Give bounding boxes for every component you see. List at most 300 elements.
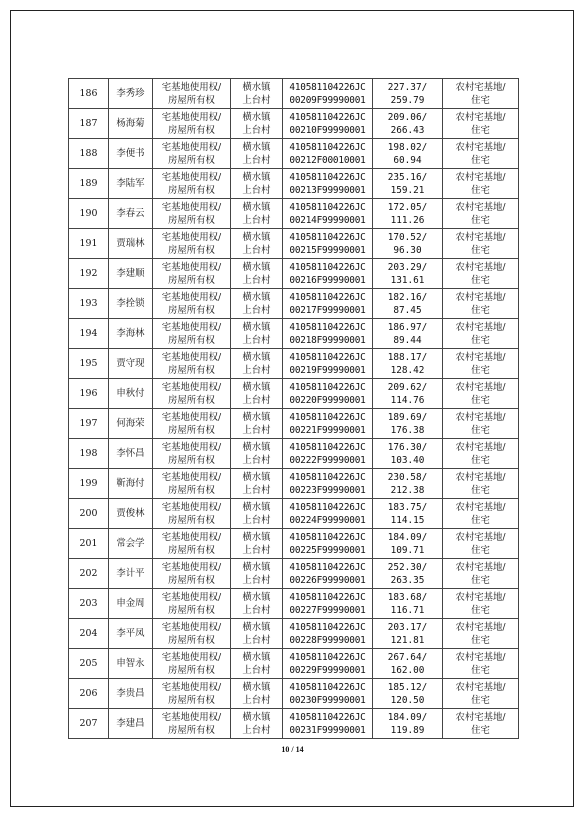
- land-use-cell: [443, 679, 519, 709]
- right-type-line: 宅基地使用权/: [161, 651, 222, 663]
- location-line: 横水镇: [242, 621, 271, 633]
- location-line: 上台村: [242, 394, 271, 406]
- location-cell: [231, 529, 283, 559]
- table-row: [69, 139, 519, 169]
- location-line: 横水镇: [242, 231, 271, 243]
- owner-name-cell: 李怀昌: [109, 439, 153, 469]
- table-row: [69, 79, 519, 109]
- land-use-line: 住宅: [471, 604, 490, 616]
- right-type-line: 宅基地使用权/: [161, 351, 222, 363]
- area-line: 162.00: [390, 664, 425, 676]
- owner-name-cell: 李陆军: [109, 169, 153, 199]
- parcel-code-line: 410581104226JC: [289, 621, 366, 633]
- parcel-code-line: 00228F99990001: [289, 634, 366, 646]
- area-cell: [373, 709, 443, 739]
- location-line: 横水镇: [242, 501, 271, 513]
- right-type-line: 房屋所有权: [168, 274, 215, 286]
- right-type-cell: [153, 559, 231, 589]
- owner-name-cell: 李秀珍: [109, 79, 153, 109]
- parcel-code-line: 00210F99990001: [289, 124, 366, 136]
- table-row: [69, 439, 519, 469]
- location-line: 横水镇: [242, 381, 271, 393]
- location-cell: [231, 469, 283, 499]
- area-line: 267.64/: [387, 651, 428, 663]
- row-number-cell: 194: [69, 319, 109, 349]
- row-number-cell: 187: [69, 109, 109, 139]
- land-use-line: 住宅: [471, 694, 490, 706]
- parcel-code-line: 00213F99990001: [289, 184, 366, 196]
- right-type-cell: [153, 409, 231, 439]
- location-cell: [231, 349, 283, 379]
- row-number-cell: 196: [69, 379, 109, 409]
- row-number-cell: 188: [69, 139, 109, 169]
- area-line: 114.76: [390, 394, 425, 406]
- area-cell: [373, 499, 443, 529]
- location-cell: [231, 619, 283, 649]
- location-line: 上台村: [242, 424, 271, 436]
- location-line: 上台村: [242, 574, 271, 586]
- parcel-code-line: 410581104226JC: [289, 261, 366, 273]
- area-cell: [373, 169, 443, 199]
- right-type-cell: [153, 169, 231, 199]
- land-use-cell: [443, 499, 519, 529]
- row-number-cell: 202: [69, 559, 109, 589]
- area-line: 60.94: [393, 154, 422, 166]
- area-line: 176.38: [390, 424, 425, 436]
- location-line: 上台村: [242, 184, 271, 196]
- land-use-cell: [443, 379, 519, 409]
- right-type-cell: [153, 439, 231, 469]
- location-line: 上台村: [242, 454, 271, 466]
- parcel-code-cell: [283, 469, 373, 499]
- area-line: 159.21: [390, 184, 425, 196]
- parcel-code-cell: [283, 679, 373, 709]
- location-line: 横水镇: [242, 411, 271, 423]
- location-line: 横水镇: [242, 651, 271, 663]
- land-use-cell: [443, 79, 519, 109]
- parcel-code-line: 00218F99990001: [289, 334, 366, 346]
- area-line: 252.30/: [387, 561, 428, 573]
- parcel-code-cell: [283, 379, 373, 409]
- location-line: 横水镇: [242, 471, 271, 483]
- location-line: 横水镇: [242, 531, 271, 543]
- table-row: [69, 229, 519, 259]
- location-line: 横水镇: [242, 441, 271, 453]
- area-line: 184.09/: [387, 711, 428, 723]
- area-line: 120.50: [390, 694, 425, 706]
- owner-name-cell: 李平凤: [109, 619, 153, 649]
- right-type-cell: [153, 379, 231, 409]
- right-type-line: 宅基地使用权/: [161, 141, 222, 153]
- land-use-line: 农村宅基地/: [455, 81, 506, 93]
- location-line: 横水镇: [242, 291, 271, 303]
- parcel-code-cell: [283, 559, 373, 589]
- parcel-code-line: 00215F99990001: [289, 244, 366, 256]
- area-line: 184.09/: [387, 531, 428, 543]
- area-cell: [373, 289, 443, 319]
- location-cell: [231, 499, 283, 529]
- table-row: [69, 409, 519, 439]
- area-line: 96.30: [393, 244, 422, 256]
- land-use-line: 住宅: [471, 634, 490, 646]
- area-line: 203.29/: [387, 261, 428, 273]
- owner-name-cell: 杨海菊: [109, 109, 153, 139]
- land-use-line: 住宅: [471, 124, 490, 136]
- location-cell: [231, 229, 283, 259]
- area-cell: [373, 259, 443, 289]
- area-line: 183.75/: [387, 501, 428, 513]
- parcel-code-line: 410581104226JC: [289, 141, 366, 153]
- table-row: [69, 319, 519, 349]
- parcel-code-cell: [283, 439, 373, 469]
- area-line: 87.45: [393, 304, 422, 316]
- parcel-code-line: 00216F99990001: [289, 274, 366, 286]
- parcel-code-line: 00226F99990001: [289, 574, 366, 586]
- right-type-line: 宅基地使用权/: [161, 201, 222, 213]
- area-line: 209.62/: [387, 381, 428, 393]
- area-line: 198.02/: [387, 141, 428, 153]
- parcel-code-line: 410581104226JC: [289, 291, 366, 303]
- location-cell: [231, 259, 283, 289]
- row-number-cell: 191: [69, 229, 109, 259]
- row-number-cell: 189: [69, 169, 109, 199]
- right-type-cell: [153, 619, 231, 649]
- parcel-code-line: 410581104226JC: [289, 411, 366, 423]
- land-use-cell: [443, 139, 519, 169]
- row-number-cell: 199: [69, 469, 109, 499]
- right-type-line: 宅基地使用权/: [161, 171, 222, 183]
- parcel-code-line: 410581104226JC: [289, 81, 366, 93]
- right-type-line: 房屋所有权: [168, 304, 215, 316]
- right-type-line: 房屋所有权: [168, 184, 215, 196]
- right-type-line: 房屋所有权: [168, 544, 215, 556]
- parcel-code-cell: [283, 259, 373, 289]
- right-type-cell: [153, 319, 231, 349]
- owner-name-cell: 贾守现: [109, 349, 153, 379]
- land-use-cell: [443, 709, 519, 739]
- land-use-cell: [443, 649, 519, 679]
- owner-name-cell: 常会学: [109, 529, 153, 559]
- right-type-line: 宅基地使用权/: [161, 561, 222, 573]
- location-cell: [231, 439, 283, 469]
- right-type-cell: [153, 109, 231, 139]
- location-line: 横水镇: [242, 351, 271, 363]
- table-row: [69, 169, 519, 199]
- row-number-cell: 205: [69, 649, 109, 679]
- land-use-line: 农村宅基地/: [455, 291, 506, 303]
- parcel-code-line: 410581104226JC: [289, 471, 366, 483]
- right-type-line: 宅基地使用权/: [161, 291, 222, 303]
- land-use-line: 农村宅基地/: [455, 591, 506, 603]
- table-row: [69, 379, 519, 409]
- parcel-code-cell: [283, 649, 373, 679]
- area-line: 209.06/: [387, 111, 428, 123]
- land-use-cell: [443, 409, 519, 439]
- owner-name-cell: 申秋付: [109, 379, 153, 409]
- location-cell: [231, 169, 283, 199]
- area-line: 185.12/: [387, 681, 428, 693]
- land-use-cell: [443, 619, 519, 649]
- location-cell: [231, 649, 283, 679]
- area-line: 172.05/: [387, 201, 428, 213]
- parcel-code-cell: [283, 79, 373, 109]
- area-cell: [373, 559, 443, 589]
- right-type-line: 宅基地使用权/: [161, 621, 222, 633]
- land-use-cell: [443, 589, 519, 619]
- location-cell: [231, 709, 283, 739]
- right-type-line: 房屋所有权: [168, 154, 215, 166]
- table-row: [69, 199, 519, 229]
- parcel-code-cell: [283, 289, 373, 319]
- area-line: 128.42: [390, 364, 425, 376]
- location-line: 上台村: [242, 274, 271, 286]
- row-number-cell: 206: [69, 679, 109, 709]
- parcel-code-line: 00214F99990001: [289, 214, 366, 226]
- land-use-line: 农村宅基地/: [455, 231, 506, 243]
- area-line: 212.38: [390, 484, 425, 496]
- land-use-line: 住宅: [471, 424, 490, 436]
- location-line: 上台村: [242, 664, 271, 676]
- area-line: 121.81: [390, 634, 425, 646]
- location-line: 横水镇: [242, 561, 271, 573]
- right-type-cell: [153, 349, 231, 379]
- location-line: 横水镇: [242, 321, 271, 333]
- parcel-code-line: 410581104226JC: [289, 711, 366, 723]
- owner-name-cell: 申智永: [109, 649, 153, 679]
- land-use-line: 农村宅基地/: [455, 351, 506, 363]
- parcel-code-line: 410581104226JC: [289, 681, 366, 693]
- area-line: 111.26: [390, 214, 425, 226]
- row-number-cell: 193: [69, 289, 109, 319]
- table-row: [69, 109, 519, 139]
- right-type-line: 房屋所有权: [168, 94, 215, 106]
- right-type-line: 房屋所有权: [168, 514, 215, 526]
- location-line: 上台村: [242, 94, 271, 106]
- land-use-cell: [443, 199, 519, 229]
- right-type-cell: [153, 589, 231, 619]
- area-cell: [373, 439, 443, 469]
- right-type-cell: [153, 709, 231, 739]
- right-type-line: 房屋所有权: [168, 634, 215, 646]
- location-line: 横水镇: [242, 201, 271, 213]
- land-use-cell: [443, 469, 519, 499]
- area-cell: [373, 649, 443, 679]
- area-line: 186.97/: [387, 321, 428, 333]
- owner-name-cell: 李建顺: [109, 259, 153, 289]
- table-row: [69, 499, 519, 529]
- parcel-code-cell: [283, 319, 373, 349]
- right-type-line: 房屋所有权: [168, 694, 215, 706]
- owner-name-cell: 贾俊林: [109, 499, 153, 529]
- parcel-code-line: 00219F99990001: [289, 364, 366, 376]
- row-number-cell: 207: [69, 709, 109, 739]
- parcel-code-cell: [283, 349, 373, 379]
- land-use-line: 农村宅基地/: [455, 111, 506, 123]
- parcel-code-cell: [283, 199, 373, 229]
- parcel-code-cell: [283, 619, 373, 649]
- parcel-code-line: 410581104226JC: [289, 351, 366, 363]
- location-cell: [231, 79, 283, 109]
- location-line: 横水镇: [242, 81, 271, 93]
- parcel-code-line: 00217F99990001: [289, 304, 366, 316]
- right-type-line: 宅基地使用权/: [161, 81, 222, 93]
- right-type-line: 房屋所有权: [168, 244, 215, 256]
- table-row: [69, 259, 519, 289]
- location-cell: [231, 379, 283, 409]
- land-use-line: 住宅: [471, 724, 490, 736]
- location-line: 上台村: [242, 304, 271, 316]
- parcel-code-line: 00224F99990001: [289, 514, 366, 526]
- right-type-line: 宅基地使用权/: [161, 531, 222, 543]
- land-use-line: 住宅: [471, 394, 490, 406]
- parcel-code-line: 00230F99990001: [289, 694, 366, 706]
- land-use-line: 住宅: [471, 664, 490, 676]
- parcel-code-line: 00209F99990001: [289, 94, 366, 106]
- parcel-code-line: 410581104226JC: [289, 531, 366, 543]
- location-line: 横水镇: [242, 711, 271, 723]
- parcel-code-cell: [283, 409, 373, 439]
- right-type-line: 宅基地使用权/: [161, 591, 222, 603]
- owner-name-cell: 李便书: [109, 139, 153, 169]
- row-number-cell: 198: [69, 439, 109, 469]
- land-use-line: 农村宅基地/: [455, 171, 506, 183]
- location-line: 横水镇: [242, 261, 271, 273]
- owner-name-cell: 李贵昌: [109, 679, 153, 709]
- land-use-line: 农村宅基地/: [455, 561, 506, 573]
- right-type-cell: [153, 229, 231, 259]
- area-line: 182.16/: [387, 291, 428, 303]
- right-type-line: 宅基地使用权/: [161, 471, 222, 483]
- land-use-line: 农村宅基地/: [455, 471, 506, 483]
- land-use-cell: [443, 529, 519, 559]
- owner-name-cell: 李海林: [109, 319, 153, 349]
- land-use-line: 农村宅基地/: [455, 411, 506, 423]
- location-line: 上台村: [242, 154, 271, 166]
- land-use-line: 住宅: [471, 454, 490, 466]
- right-type-line: 房屋所有权: [168, 334, 215, 346]
- location-line: 上台村: [242, 544, 271, 556]
- land-use-line: 住宅: [471, 544, 490, 556]
- right-type-cell: [153, 649, 231, 679]
- parcel-code-line: 410581104226JC: [289, 561, 366, 573]
- location-line: 上台村: [242, 214, 271, 226]
- land-use-line: 住宅: [471, 184, 490, 196]
- parcel-code-line: 00212F00010001: [289, 154, 366, 166]
- area-line: 119.89: [390, 724, 425, 736]
- table-row: [69, 649, 519, 679]
- land-use-line: 农村宅基地/: [455, 261, 506, 273]
- location-line: 上台村: [242, 244, 271, 256]
- right-type-line: 房屋所有权: [168, 394, 215, 406]
- location-line: 上台村: [242, 634, 271, 646]
- table-row: [69, 619, 519, 649]
- parcel-code-cell: [283, 229, 373, 259]
- area-line: 109.71: [390, 544, 425, 556]
- parcel-code-line: 410581104226JC: [289, 231, 366, 243]
- owner-name-cell: 李春云: [109, 199, 153, 229]
- location-line: 横水镇: [242, 111, 271, 123]
- parcel-code-line: 410581104226JC: [289, 651, 366, 663]
- owner-name-cell: 靳海付: [109, 469, 153, 499]
- right-type-cell: [153, 499, 231, 529]
- land-use-line: 住宅: [471, 364, 490, 376]
- parcel-code-line: 410581104226JC: [289, 111, 366, 123]
- owner-name-cell: 贾瑞林: [109, 229, 153, 259]
- land-use-cell: [443, 289, 519, 319]
- right-type-line: 宅基地使用权/: [161, 681, 222, 693]
- right-type-line: 房屋所有权: [168, 364, 215, 376]
- right-type-line: 宅基地使用权/: [161, 111, 222, 123]
- table-row: [69, 589, 519, 619]
- land-use-cell: [443, 319, 519, 349]
- parcel-code-line: 00220F99990001: [289, 394, 366, 406]
- land-use-line: 住宅: [471, 214, 490, 226]
- location-cell: [231, 589, 283, 619]
- area-line: 114.15: [390, 514, 425, 526]
- location-cell: [231, 289, 283, 319]
- land-use-line: 住宅: [471, 574, 490, 586]
- right-type-line: 宅基地使用权/: [161, 381, 222, 393]
- area-cell: [373, 679, 443, 709]
- land-use-line: 住宅: [471, 244, 490, 256]
- land-use-cell: [443, 109, 519, 139]
- table-row: [69, 559, 519, 589]
- location-line: 上台村: [242, 514, 271, 526]
- parcel-code-line: 410581104226JC: [289, 501, 366, 513]
- area-line: 263.35: [390, 574, 425, 586]
- location-cell: [231, 109, 283, 139]
- area-cell: [373, 319, 443, 349]
- table-row: [69, 709, 519, 739]
- row-number-cell: 201: [69, 529, 109, 559]
- owner-name-cell: 李建昌: [109, 709, 153, 739]
- land-use-line: 住宅: [471, 484, 490, 496]
- right-type-cell: [153, 139, 231, 169]
- area-cell: [373, 619, 443, 649]
- parcel-code-line: 00227F99990001: [289, 604, 366, 616]
- right-type-cell: [153, 529, 231, 559]
- parcel-code-line: 00223F99990001: [289, 484, 366, 496]
- parcel-code-line: 410581104226JC: [289, 591, 366, 603]
- area-cell: [373, 109, 443, 139]
- area-cell: [373, 409, 443, 439]
- location-cell: [231, 319, 283, 349]
- parcel-code-line: 410581104226JC: [289, 321, 366, 333]
- right-type-cell: [153, 679, 231, 709]
- right-type-line: 房屋所有权: [168, 124, 215, 136]
- land-use-line: 农村宅基地/: [455, 681, 506, 693]
- land-use-line: 农村宅基地/: [455, 441, 506, 453]
- land-use-cell: [443, 439, 519, 469]
- right-type-line: 宅基地使用权/: [161, 411, 222, 423]
- parcel-code-line: 410581104226JC: [289, 381, 366, 393]
- right-type-line: 房屋所有权: [168, 484, 215, 496]
- row-number-cell: 186: [69, 79, 109, 109]
- parcel-code-line: 00229F99990001: [289, 664, 366, 676]
- area-cell: [373, 469, 443, 499]
- land-use-line: 住宅: [471, 334, 490, 346]
- location-cell: [231, 409, 283, 439]
- area-line: 235.16/: [387, 171, 428, 183]
- right-type-line: 宅基地使用权/: [161, 441, 222, 453]
- land-use-line: 住宅: [471, 154, 490, 166]
- land-use-line: 住宅: [471, 94, 490, 106]
- area-line: 183.68/: [387, 591, 428, 603]
- location-line: 上台村: [242, 694, 271, 706]
- land-use-line: 农村宅基地/: [455, 381, 506, 393]
- land-use-line: 农村宅基地/: [455, 321, 506, 333]
- area-line: 89.44: [393, 334, 422, 346]
